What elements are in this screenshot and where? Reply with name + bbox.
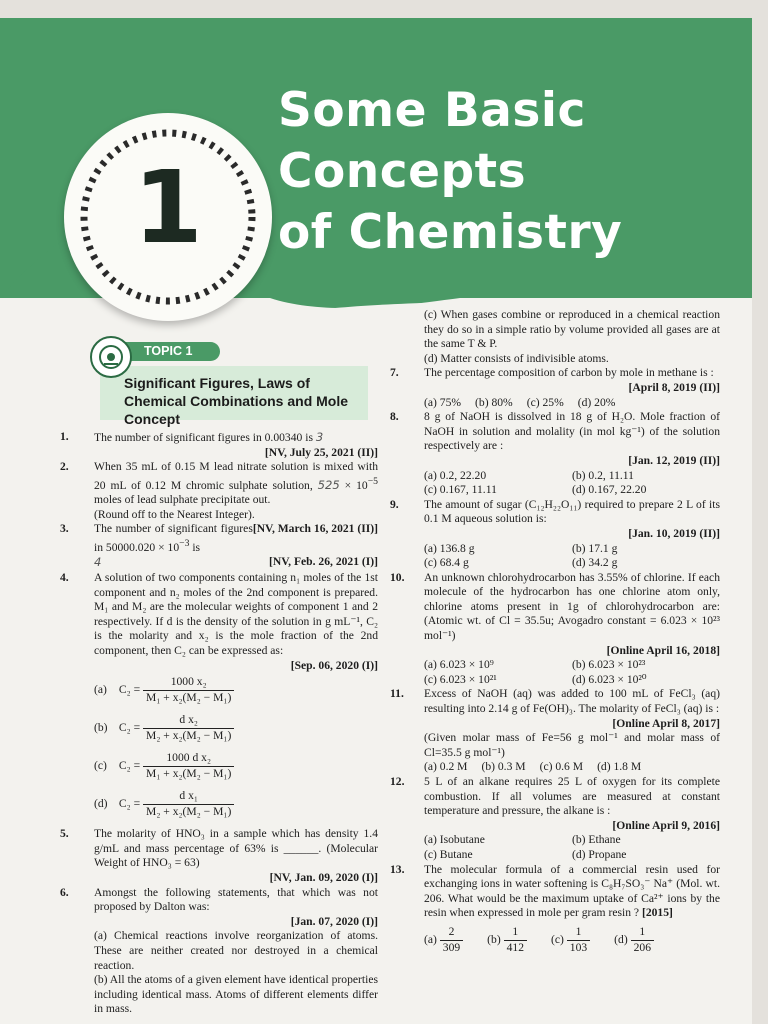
question-text: is (192, 540, 201, 554)
question-number: 2. (60, 460, 69, 474)
question-text: The amount of sugar (C₁₂H₂₂O₁₁) required to prepare 2 L of its 0.1 M aqueous solution is: (424, 497, 720, 526)
topic-logo-icon (90, 336, 132, 378)
question-source: [NV, July 25, 2021 (II)] (264, 445, 378, 459)
question-source: [Online April 9, 2016] (612, 818, 720, 832)
option-text: (c) Butane (424, 847, 473, 861)
option-text: (d) Propane (572, 847, 627, 861)
question-9 (390, 498, 720, 571)
option-text: (d) 0.167, 22.20 (572, 483, 647, 497)
numerator: 2 (440, 925, 463, 941)
option-text: (d) 6.023 × 10²⁰ (572, 672, 647, 686)
option-text: (a) 0.2 M (424, 760, 468, 774)
question-text: The percentage composition of carbon by mole in methane is : (424, 366, 714, 380)
denominator: M₁ + x₂(M₂ − M₁) (146, 766, 232, 780)
option-text: (c) 6.023 × 10²¹ (424, 672, 497, 686)
question-number: 9. (390, 497, 399, 511)
textbook-page (0, 18, 752, 1024)
option-label: (c) (94, 759, 107, 773)
handwritten-answer: 3 (315, 430, 324, 444)
question-source: [NV, March 16, 2021 (II)] (252, 522, 378, 536)
denominator: M₂ + x₂(M₂ − M₁) (146, 804, 232, 818)
formula-lhs: C₂ = (118, 796, 141, 810)
question-1 (60, 430, 378, 460)
option-formula (60, 789, 378, 825)
option-text: (c) 68.4 g (424, 556, 469, 570)
question-source: [NV, Jan. 09, 2020 (I)] (269, 871, 378, 884)
option-fraction (614, 925, 654, 955)
question-text: An unknown chlorohydrocarbon has 3.55% of chlorine. If each molecule of the hydrocarbon has one chlorine atom only, chlorine atoms present in 1g of chlorohydrocarbon are: (Atomic wt. of Cl = 35.5u; Avogadro constant = 6.023 × 10²³ mol⁻¹) (424, 570, 720, 643)
question-source: [Jan. 12, 2019 (II)] (628, 453, 720, 467)
option-text: (c) 25% (526, 395, 564, 409)
numerator: 1 (631, 925, 654, 941)
option-text: (b) Ethane (572, 833, 621, 847)
question-number: 1. (60, 430, 69, 443)
question-source: [NV, Feb. 26, 2021 (I)] (269, 555, 378, 569)
question-8 (390, 410, 720, 498)
option-text: (d) Matter consists of indivisible atoms. (424, 351, 609, 365)
topic-tab: TOPIC 1 (114, 342, 220, 361)
question-11 (390, 687, 720, 775)
formula-lhs: C₂ = (118, 720, 141, 734)
question-source: [Sep. 06, 2020 (I)] (290, 658, 378, 672)
option-text: (a) 75% (424, 395, 462, 409)
question-number: 6. (60, 885, 69, 899)
option-text: (b) All the atoms of a given element have identical properties including identical mass. Atoms of different elements differ in mass. (94, 973, 378, 1016)
chapter-title-line: of Chemistry (278, 205, 623, 260)
option-text: (c) When gases combine or reproduced in a chemical reaction they do so in a simple ratio by volume provided all gases are at the same T & P. (424, 308, 720, 351)
question-10 (390, 571, 720, 688)
option-text: (c) 0.6 M (539, 760, 584, 774)
chapter-title-line: Concepts (278, 144, 527, 199)
option-text: (a) Isobutane (424, 833, 485, 847)
denominator: 103 (569, 940, 588, 954)
question-text: Amongst the following statements, that which was not proposed by Dalton was: (94, 885, 378, 914)
question-text: Excess of NaOH (aq) was added to 100 mL of FeCl₃ (aq) resulting into 2.14 g of Fe(OH)₃. The molarity of FeCl₃ (aq) is : (424, 687, 720, 716)
question-3 (60, 522, 378, 571)
question-note: (Round off to the Nearest Integer). (94, 507, 255, 521)
option-text: (a) 136.8 g (424, 541, 475, 555)
question-text: The number of significant figures in 0.00340 is (94, 431, 313, 444)
option-text: (d) 34.2 g (572, 556, 618, 570)
handwritten-answer: 4 (94, 555, 102, 570)
fraction (143, 675, 234, 705)
option-label: (a) (424, 932, 437, 946)
denominator: M₁ + x₂(M₂ − M₁) (146, 690, 232, 704)
question-number: 11. (390, 687, 404, 701)
question-text: × 10 (344, 478, 368, 492)
exponent: −5 (367, 475, 378, 487)
fraction (143, 713, 234, 743)
question-text: The number of significant figures in 50000.020 × 10 (94, 522, 253, 554)
numerator: 1 (567, 925, 590, 941)
denominator: 309 (442, 940, 461, 954)
topic-header (90, 336, 368, 427)
exponent: −3 (179, 538, 190, 550)
option-label: (b) (94, 721, 108, 735)
question-source: [Jan. 07, 2020 (I)] (290, 914, 378, 928)
option-text: (a) 0.2, 22.20 (424, 468, 487, 482)
option-label: (c) (551, 932, 564, 946)
numerator: d x₂ (143, 713, 234, 729)
left-column (60, 336, 378, 1017)
question-number: 4. (60, 571, 69, 585)
chapter-title-line: Some Basic (278, 83, 586, 138)
topic-title: Significant Figures, Laws of Chemical Combinations and Mole Concept (124, 375, 349, 427)
question-source: [Online April 16, 2018] (606, 643, 720, 657)
formula-lhs: C₂ = (118, 758, 141, 772)
question-source: [2015] (641, 906, 673, 920)
option-formula (60, 751, 378, 787)
option-label: (d) (94, 797, 108, 811)
question-2 (60, 460, 378, 536)
question-number: 10. (390, 570, 405, 584)
question-number: 12. (390, 775, 405, 788)
question-4 (60, 571, 378, 673)
question-number: 7. (390, 366, 399, 380)
option-label: (b) (487, 932, 501, 946)
option-text: (d) 1.8 M (597, 760, 642, 774)
question-text: The molarity of HNO₃ in a sample which has density 1.4 g/mL and mass percentage of 63% is ______. (Molecular Weight of HNO₃ = 63) (94, 827, 378, 870)
denominator: 206 (633, 940, 651, 954)
chapter-badge (64, 113, 272, 321)
question-12 (390, 775, 720, 863)
question-6-continued (390, 308, 720, 366)
question-text: 8 g of NaOH is dissolved in 18 g of H₂O. Mole fraction of NaOH in solution and molality (in mol kg⁻¹) of the solution respectively are : (424, 410, 720, 453)
question-number: 5. (60, 827, 69, 841)
option-text: (a) Chemical reactions involve reorganization of atoms. These are neither created nor destroyed in a chemical reaction. (94, 929, 378, 972)
numerator: 1000 x₂ (143, 675, 234, 691)
fraction (143, 751, 234, 781)
numerator: d x₁ (143, 789, 234, 805)
option-text: (b) 0.3 M (481, 760, 526, 774)
option-fraction (424, 925, 463, 955)
denominator: 412 (506, 940, 524, 954)
option-label: (d) (614, 932, 628, 946)
option-formula (60, 675, 378, 711)
option-text: (d) 20% (577, 395, 616, 409)
question-source: [Online April 8, 2017] (612, 716, 720, 730)
option-text: (b) 6.023 × 10²³ (572, 658, 646, 672)
question-source: [Jan. 10, 2019 (II)] (628, 526, 720, 540)
chapter-number: 1 (133, 149, 203, 266)
option-text: (a) 6.023 × 10⁹ (424, 658, 494, 672)
option-fraction (551, 925, 590, 955)
option-text: (b) 17.1 g (572, 541, 618, 555)
question-6 (60, 886, 378, 1017)
option-text: (b) 0.2, 11.11 (572, 468, 634, 482)
numerator: 1000 d x₂ (143, 751, 234, 767)
question-number: 3. (60, 522, 69, 536)
option-text: (b) 80% (475, 395, 513, 409)
question-text: moles of lead sulphate precipitate out. (94, 493, 271, 507)
question-7 (390, 366, 720, 410)
option-fraction (487, 925, 527, 955)
handwritten-answer: 525 (317, 477, 340, 492)
question-number: 8. (390, 410, 399, 424)
question-text: 5 L of an alkane requires 25 L of oxygen for its complete combustion. If all volumes are measured at constant temperature and pressure, the alkane is : (424, 775, 720, 818)
denominator: M₂ + x₂(M₂ − M₁) (146, 728, 232, 742)
question-13 (390, 863, 720, 956)
chapter-title (278, 80, 622, 263)
question-source: [April 8, 2019 (II)] (628, 380, 720, 394)
question-number: 13. (390, 862, 405, 876)
question-5 (60, 827, 378, 885)
right-column (390, 308, 720, 955)
option-formula (60, 713, 378, 749)
fraction (143, 789, 234, 819)
question-note: (Given molar mass of Fe=56 g mol⁻¹ and molar mass of Cl=35.5 g mol⁻¹) (424, 731, 720, 759)
option-label: (a) (94, 683, 107, 697)
formula-lhs: C₂ = (118, 682, 141, 696)
question-text: When 35 mL of 0.15 M lead nitrate solution is mixed with 20 mL of 0.12 M chromic sulphate solution, (94, 460, 378, 492)
question-text: The molecular formula of a commercial resin used for exchanging ions in water softening is C₈H₇SO₃⁻ Na⁺ (Mol. wt. 206. What would be the maximum uptake of Ca²⁺ ions by the resin when expressed in mole per gram resin ? (424, 862, 720, 920)
option-text: (c) 0.167, 11.11 (424, 483, 497, 497)
numerator: 1 (504, 925, 527, 941)
question-text: A solution of two components containing n₁ moles of the 1st component and n₂ moles of the 2nd component is prepared. M₁ and M₂ are the molecular weights of component 1 and 2 respectively. If d is the density of the solution in g mL⁻¹, C₂ is the molarity and x₂ is the mole fraction of the 2nd component, then C₂ can be expressed as: (94, 571, 378, 658)
